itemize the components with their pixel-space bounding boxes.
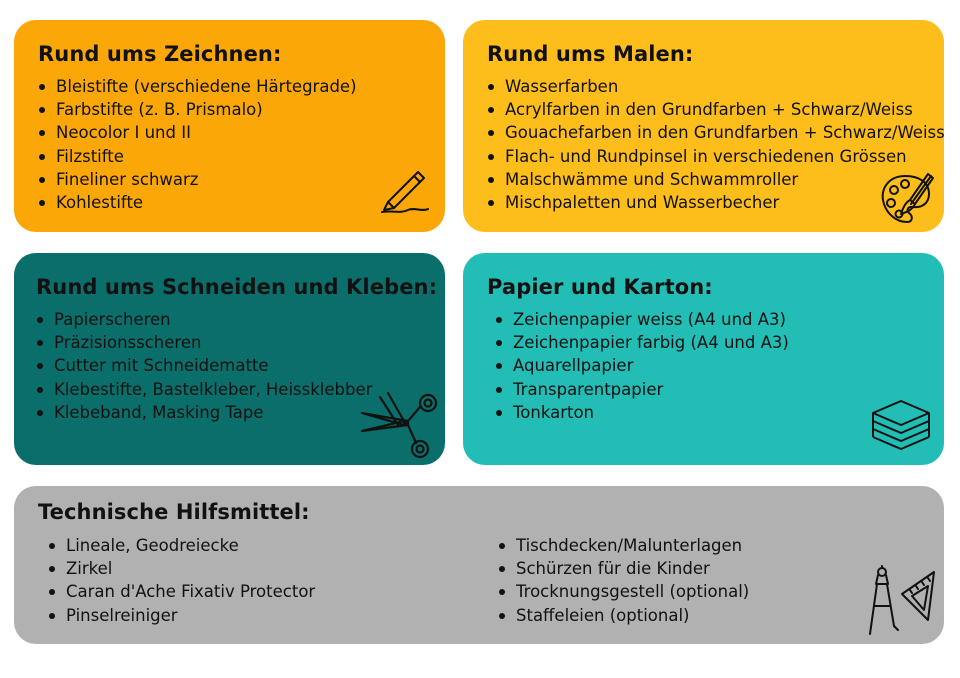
painting-title: Rund ums Malen: [487,42,694,66]
list-item: Zirkel [46,557,315,580]
list-item: Pinselreiniger [46,604,315,627]
pencil-icon [378,160,434,216]
list-item: Tischdecken/Malunterlagen [496,534,749,557]
list-item: Farbstifte (z. B. Prismalo) [36,98,357,121]
list-item: Papierscheren [34,308,372,331]
painting-list [485,75,945,214]
list-item: Mischpaletten und Wasserbecher [485,191,945,214]
list-item: Malschwämme und Schwammroller [485,168,945,191]
drawing-card [14,20,445,232]
paper-title: Papier und Karton: [487,275,713,299]
list-item: Acrylfarben in den Grundfarben + Schwarz/Weiss [485,98,945,121]
list-item: Zeichenpapier farbig (A4 und A3) [493,331,789,354]
list-item: Zeichenpapier weiss (A4 und A3) [493,308,789,331]
list-item: Transparentpapier [493,378,789,401]
technical-list-right [496,534,749,627]
list-item: Wasserfarben [485,75,945,98]
technical-list-left [46,534,315,627]
list-item: Präzisionsscheren [34,331,372,354]
drawing-title: Rund ums Zeichnen: [38,42,282,66]
list-item: Staffeleien (optional) [496,604,749,627]
list-item: Lineale, Geodreiecke [46,534,315,557]
list-item: Fineliner schwarz [36,168,357,191]
list-item: Kohlestifte [36,191,357,214]
scissors-icon [358,389,440,461]
painting-card [463,20,944,232]
list-item: Gouachefarben in den Grundfarben + Schwarz/Weiss [485,121,945,144]
list-item: Neocolor I und II [36,121,357,144]
list-item: Tonkarton [493,401,789,424]
drawing-list [36,75,357,214]
paper-card [463,253,944,465]
palette-brush-icon [877,170,935,228]
cutting-title: Rund ums Schneiden und Kleben: [36,275,438,299]
technical-title: Technische Hilfsmittel: [38,500,310,524]
list-item: Aquarellpapier [493,354,789,377]
cutting-card [14,253,445,465]
compass-triangle-icon [866,564,938,640]
list-item: Cutter mit Schneidematte [34,354,372,377]
list-item: Klebestifte, Bastelkleber, Heissklebber [34,378,372,401]
list-item: Klebeband, Masking Tape [34,401,372,424]
paper-list [493,308,789,424]
list-item: Caran d'Ache Fixativ Protector [46,580,315,603]
list-item: Flach- und Rundpinsel in verschiedenen Grössen [485,145,945,168]
cutting-list [34,308,372,424]
list-item: Bleistifte (verschiedene Härtegrade) [36,75,357,98]
paper-stack-icon [869,397,933,457]
technical-card [14,486,944,644]
list-item: Trocknungsgestell (optional) [496,580,749,603]
list-item: Schürzen für die Kinder [496,557,749,580]
list-item: Filzstifte [36,145,357,168]
